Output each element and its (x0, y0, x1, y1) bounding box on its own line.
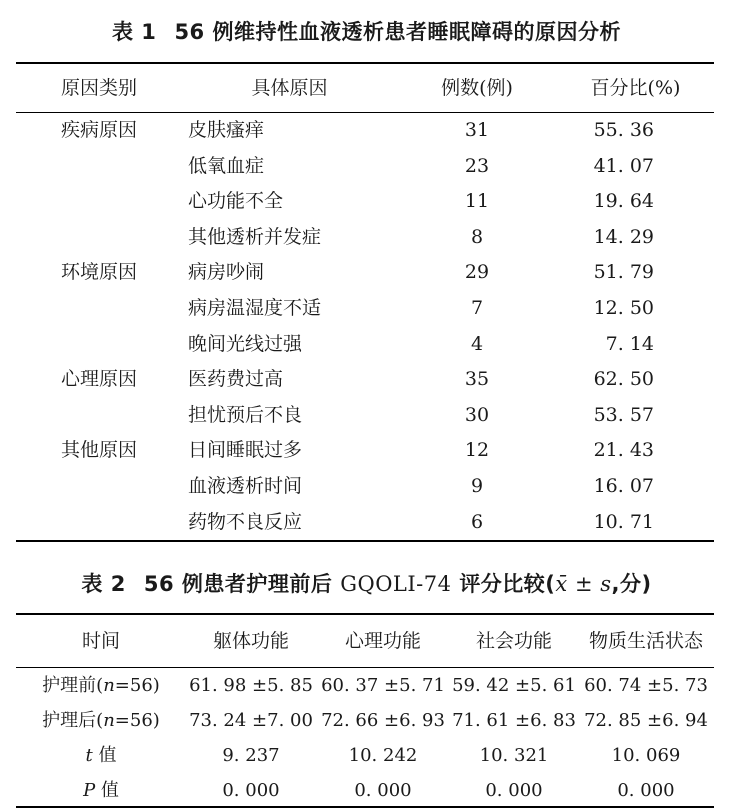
count-cell: 11 (464, 190, 490, 213)
table2-header-material: 物质生活状态 (588, 630, 703, 652)
table-row (16, 255, 714, 291)
table-row (16, 327, 714, 363)
reason-cell: 其他透析并发症 (188, 225, 322, 248)
table-row (16, 362, 714, 398)
value-cell: 60. 74 ±5. 73 (584, 675, 708, 696)
label-text: 护理后( (42, 710, 104, 731)
table-row (16, 773, 714, 808)
table-row (16, 113, 714, 149)
percent-cell: 14. 29 (593, 225, 654, 248)
percent-cell: 19. 64 (593, 190, 654, 213)
reason-cell: 药物不良反应 (188, 510, 303, 533)
table2-header-row (16, 615, 714, 667)
value-cell: 61. 98 ±5. 85 (189, 675, 313, 696)
label-text: 值 (92, 745, 117, 766)
percent-cell: 7. 14 (605, 332, 654, 355)
label-symbol: n (103, 675, 115, 696)
value-cell: 0. 000 (222, 780, 280, 801)
row-label-before (16, 668, 186, 703)
reason-cell: 病房温湿度不适 (188, 296, 322, 319)
table2-header-psychological: 心理功能 (344, 630, 421, 652)
category-cell (16, 505, 182, 541)
value-cell: 71. 61 ±6. 83 (452, 710, 576, 731)
count-cell: 12 (464, 439, 490, 462)
label-text: 护理前( (42, 675, 104, 696)
reason-cell: 晚间光线过强 (188, 332, 303, 355)
value-cell: 0. 000 (617, 780, 675, 801)
reason-cell: 病房吵闹 (188, 261, 265, 284)
reason-cell: 日间睡眠过多 (188, 439, 303, 462)
value-cell: 0. 000 (485, 780, 543, 801)
table-row (16, 469, 714, 505)
count-cell: 30 (464, 403, 490, 426)
table2-title-latin: GQOLI-74 (340, 572, 452, 596)
table1-title: 56 例维持性血液透析患者睡眠障碍的原因分析 (174, 20, 621, 44)
reason-cell: 血液透析时间 (188, 474, 303, 497)
label-text: =56) (114, 710, 160, 731)
category-cell (16, 469, 182, 505)
category-cell: 疾病原因 (60, 119, 137, 141)
count-cell: 8 (470, 225, 484, 248)
percent-cell: 16. 07 (593, 474, 654, 497)
count-cell: 35 (464, 368, 490, 391)
category-cell (16, 184, 182, 220)
value-cell: 9. 237 (222, 745, 280, 766)
count-cell: 23 (464, 154, 490, 177)
category-cell (16, 291, 182, 327)
category-cell (16, 220, 182, 256)
table2-caption (0, 568, 733, 598)
table2-header-physical: 躯体功能 (212, 630, 289, 652)
category-cell (16, 398, 182, 434)
table-row (16, 668, 714, 703)
percent-cell: 51. 79 (593, 261, 654, 284)
value-cell: 59. 42 ±5. 61 (452, 675, 576, 696)
percent-cell: 12. 50 (593, 296, 654, 319)
category-cell (16, 149, 182, 185)
percent-cell: 21. 43 (593, 439, 654, 462)
percent-cell: 10. 71 (593, 510, 654, 533)
table-row (16, 291, 714, 327)
table2-title-suffix: ,分) (611, 572, 652, 596)
label-symbol: n (103, 710, 115, 731)
count-cell: 4 (470, 332, 484, 355)
row-label-p (16, 773, 186, 808)
table-row (16, 738, 714, 773)
table1-header-reason: 具体原因 (251, 77, 328, 99)
table-row (16, 184, 714, 220)
table2-bottom-rule (16, 806, 714, 808)
reason-cell: 皮肤瘙痒 (188, 119, 265, 141)
count-cell: 9 (470, 474, 484, 497)
label-text: =56) (114, 675, 160, 696)
table2-title-middle: 评分比较( (459, 572, 556, 596)
row-label-after (16, 703, 186, 738)
value-cell: 73. 24 ±7. 00 (189, 710, 313, 731)
table2 (16, 615, 714, 808)
table2-title-stat: x̄ ± s (555, 572, 612, 596)
label-symbol: P (83, 780, 96, 801)
label-symbol: t (85, 745, 93, 766)
table2-title-prefix: 56 例患者护理前后 (143, 572, 333, 596)
table1-header-count: 例数(例) (441, 77, 513, 99)
percent-cell: 41. 07 (593, 154, 654, 177)
percent-cell: 55. 36 (593, 119, 654, 141)
count-cell: 6 (470, 510, 484, 533)
table1-caption (0, 16, 733, 46)
value-cell: 72. 66 ±6. 93 (321, 710, 445, 731)
reason-cell: 心功能不全 (188, 190, 284, 213)
table-row (16, 703, 714, 738)
category-cell: 其他原因 (60, 439, 137, 462)
table2-number: 表 2 (81, 572, 126, 596)
table-row (16, 433, 714, 469)
table-row (16, 505, 714, 541)
table2-header-time: 时间 (81, 630, 120, 652)
value-cell: 10. 321 (479, 745, 549, 766)
category-cell (16, 327, 182, 363)
value-cell: 10. 069 (611, 745, 681, 766)
reason-cell: 医药费过高 (188, 368, 284, 391)
count-cell: 29 (464, 261, 490, 284)
percent-cell: 53. 57 (593, 403, 654, 426)
table1-header-category: 原因类别 (60, 77, 137, 99)
category-cell: 环境原因 (60, 261, 137, 284)
value-cell: 0. 000 (354, 780, 412, 801)
label-text: 值 (95, 780, 119, 801)
category-cell: 心理原因 (60, 368, 137, 391)
table1-header-row (16, 64, 714, 112)
reason-cell: 担忧预后不良 (188, 403, 303, 426)
table1 (16, 64, 714, 540)
table1-bottom-rule (16, 540, 714, 542)
table-row (16, 220, 714, 256)
value-cell: 10. 242 (348, 745, 418, 766)
count-cell: 7 (470, 296, 484, 319)
row-label-t (16, 738, 186, 773)
table-row (16, 149, 714, 185)
table2-header-social: 社会功能 (475, 630, 552, 652)
table-row (16, 398, 714, 434)
reason-cell: 低氧血症 (188, 154, 265, 177)
value-cell: 60. 37 ±5. 71 (321, 675, 445, 696)
table1-header-percent: 百分比(%) (590, 77, 681, 99)
percent-cell: 62. 50 (593, 368, 654, 391)
table1-number: 表 1 (112, 20, 157, 44)
count-cell: 31 (464, 119, 490, 141)
value-cell: 72. 85 ±6. 94 (584, 710, 708, 731)
